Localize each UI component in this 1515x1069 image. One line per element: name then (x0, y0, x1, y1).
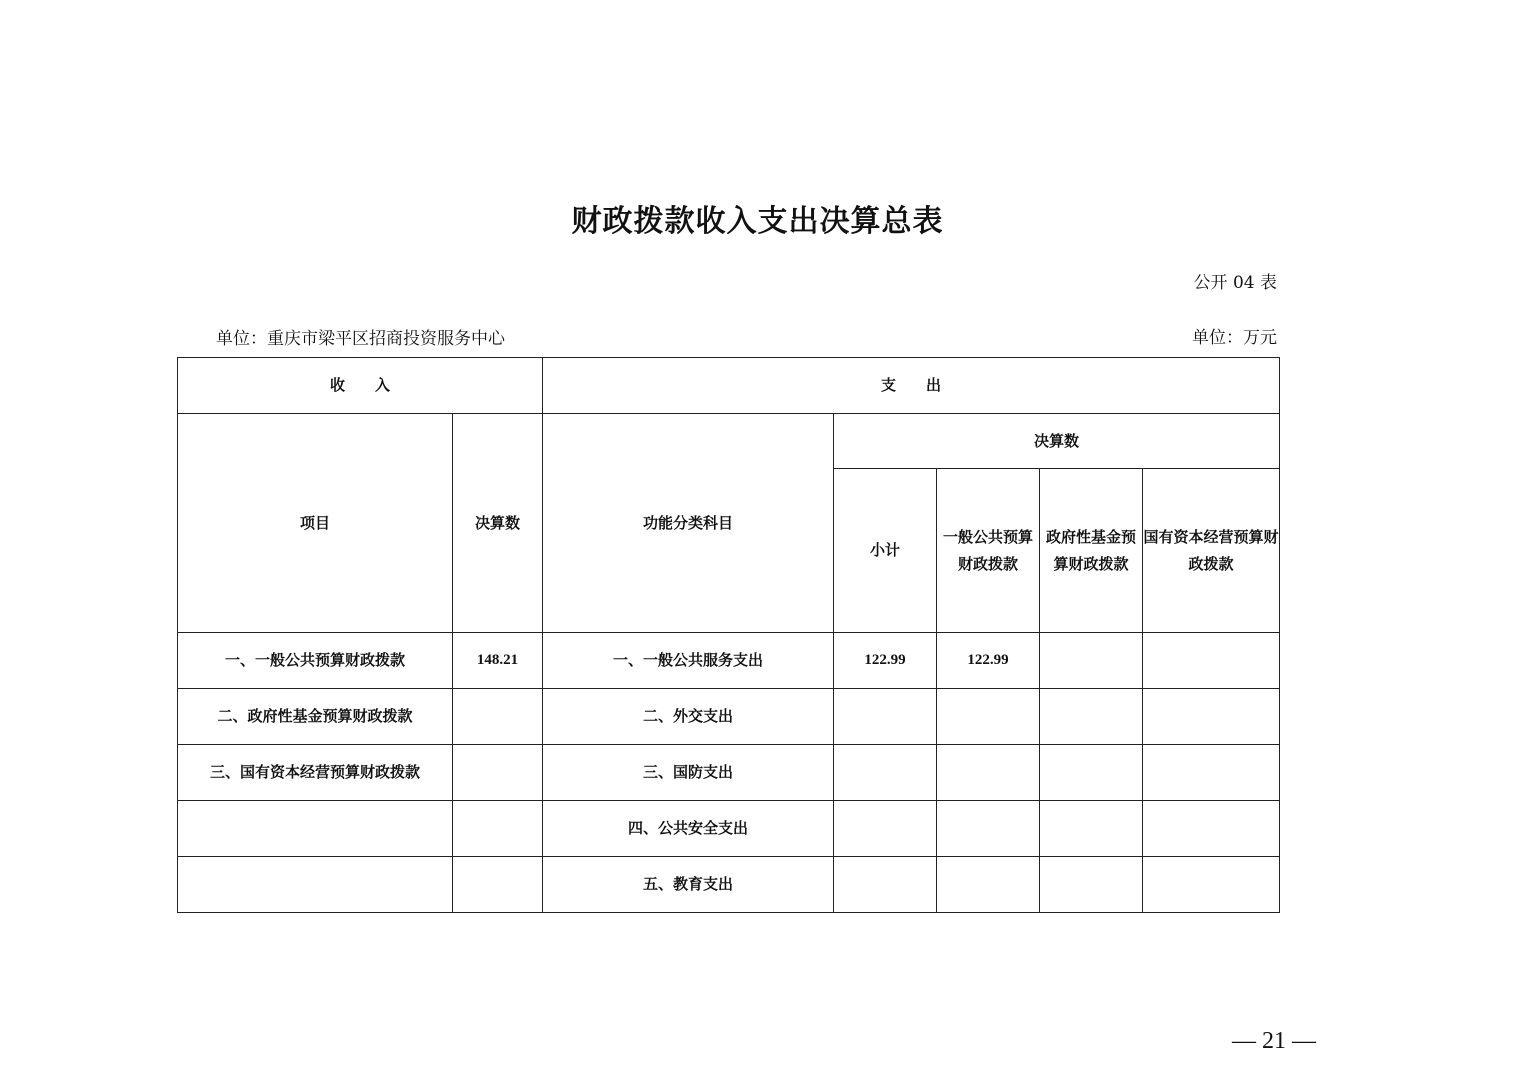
row-general-public (937, 689, 1040, 745)
table-row (178, 745, 1280, 801)
row-state-capital (1143, 633, 1280, 689)
row-item: 二、政府性基金预算财政拨款 (178, 689, 453, 745)
row-item: 一、一般公共预算财政拨款 (178, 633, 453, 689)
row-state-capital (1143, 745, 1280, 801)
row-general-public (937, 857, 1040, 913)
row-gov-fund (1040, 801, 1143, 857)
unit-currency: 单位：万元 (1192, 328, 1277, 348)
row-state-capital (1143, 857, 1280, 913)
row-amount (453, 801, 543, 857)
row-general-public (937, 745, 1040, 801)
row-item: 三、国有资本经营预算财政拨款 (178, 745, 453, 801)
col-function-category-header: 功能分类科目 (543, 414, 834, 633)
col-subtotal-header: 小计 (834, 469, 937, 633)
col-general-public-header: 一般公共预算财政拨款 (937, 469, 1040, 633)
row-subtotal (834, 689, 937, 745)
row-gov-fund (1040, 689, 1143, 745)
table-row (178, 689, 1280, 745)
row-state-capital (1143, 689, 1280, 745)
row-item (178, 857, 453, 913)
row-item (178, 801, 453, 857)
row-amount (453, 689, 543, 745)
row-category: 五、教育支出 (543, 857, 834, 913)
header-row (178, 358, 1280, 414)
form-number: 公开 04 表 (1193, 273, 1277, 293)
table-row (178, 633, 1280, 689)
row-category: 三、国防支出 (543, 745, 834, 801)
page-number: — 21 — (1232, 1028, 1316, 1054)
row-gov-fund (1040, 857, 1143, 913)
row-general-public (937, 801, 1040, 857)
row-amount: 148.21 (453, 633, 543, 689)
budget-table (177, 357, 1280, 913)
col-final-amount-header: 决算数 (453, 414, 543, 633)
expense-header: 支 出 (543, 358, 1280, 414)
row-subtotal (834, 745, 937, 801)
col-gov-fund-header: 政府性基金预算财政拨款 (1040, 469, 1143, 633)
row-amount (453, 857, 543, 913)
income-header: 收 入 (178, 358, 543, 414)
table-row (178, 857, 1280, 913)
row-general-public: 122.99 (937, 633, 1040, 689)
row-category: 一、一般公共服务支出 (543, 633, 834, 689)
unit-organization: 单位：重庆市梁平区招商投资服务中心 (216, 329, 505, 349)
subheader-row (178, 414, 1280, 469)
table-row (178, 801, 1280, 857)
row-category: 二、外交支出 (543, 689, 834, 745)
row-amount (453, 745, 543, 801)
row-subtotal: 122.99 (834, 633, 937, 689)
row-subtotal (834, 801, 937, 857)
row-gov-fund (1040, 633, 1143, 689)
col-state-capital-header: 国有资本经营预算财政拨款 (1143, 469, 1280, 633)
page-title: 财政拨款收入支出决算总表 (571, 204, 944, 239)
final-amount-group-header: 决算数 (834, 414, 1280, 469)
row-gov-fund (1040, 745, 1143, 801)
col-item-header: 项目 (178, 414, 453, 633)
row-state-capital (1143, 801, 1280, 857)
row-subtotal (834, 857, 937, 913)
row-category: 四、公共安全支出 (543, 801, 834, 857)
